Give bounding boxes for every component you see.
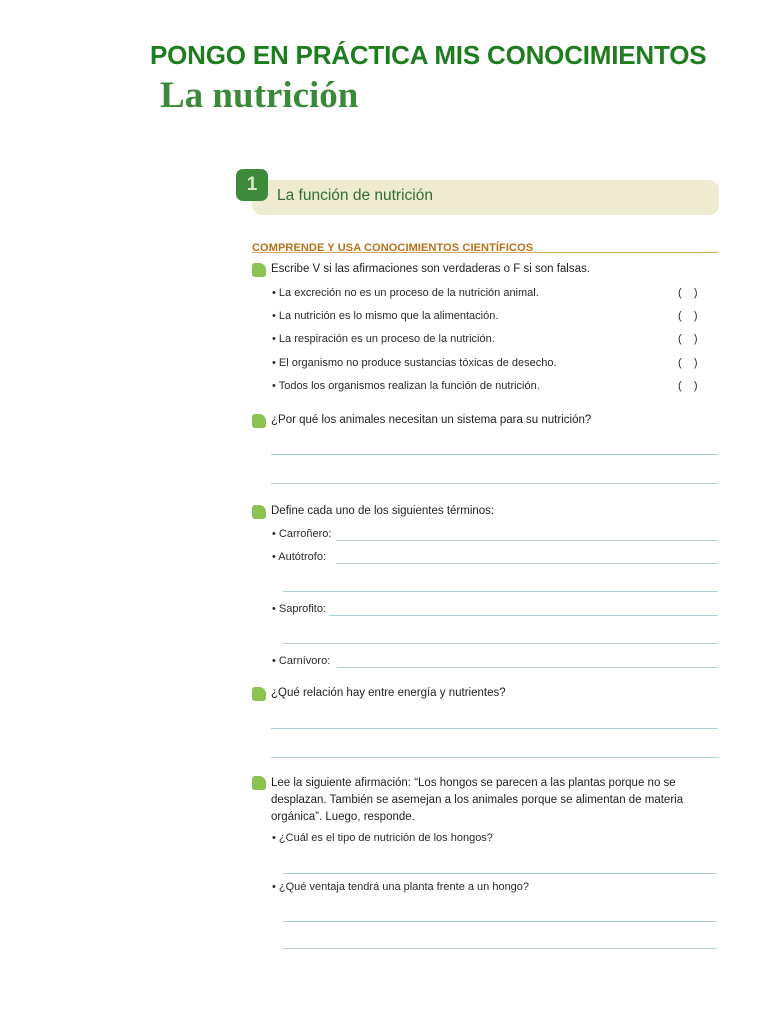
term-label: • Autótrofo: xyxy=(272,551,326,563)
term-label: • Carroñero: xyxy=(272,528,332,540)
section-title: La función de nutrición xyxy=(277,187,433,204)
page-title: La nutrición xyxy=(160,75,359,116)
question-5-prompt: Lee la siguiente afirmación: “Los hongos se parecen a las plantas porque no se desplazan. También se asemejan a los animales porque se alimentan de materia orgánica”. Luego, responde. xyxy=(271,777,684,823)
section-number-badge: 1 xyxy=(236,169,268,201)
answer-line[interactable] xyxy=(271,757,718,758)
subheading-text: COMPRENDE Y USA CONOCIMIENTOS CIENTÍFICOS xyxy=(252,242,537,253)
statement-item: • La nutrición es lo mismo que la alimentación. xyxy=(272,310,499,322)
definition-line[interactable] xyxy=(337,667,718,668)
term-label: • Carnívoro: xyxy=(272,655,331,667)
statement-item: • Todos los organismos realizan la función de nutrición. xyxy=(272,380,540,392)
answer-line[interactable] xyxy=(271,728,718,729)
statement-item: • La excreción no es un proceso de la nutrición animal. xyxy=(272,287,539,299)
question-2-prompt: ¿Por qué los animales necesitan un sistema para su nutrición? xyxy=(271,414,592,426)
subheading xyxy=(252,238,718,253)
answer-box[interactable]: ( ) xyxy=(678,287,698,299)
answer-line[interactable] xyxy=(283,921,716,922)
answer-box[interactable]: ( ) xyxy=(678,380,698,392)
answer-line[interactable] xyxy=(271,483,718,484)
question-bullet-icon xyxy=(252,263,266,277)
question-bullet-icon xyxy=(252,776,266,790)
statement-item: • La respiración es un proceso de la nutrición. xyxy=(272,333,495,345)
definition-line[interactable] xyxy=(329,615,718,616)
question-3-prompt: Define cada uno de los siguientes términos: xyxy=(271,505,495,517)
subquestion: • ¿Qué ventaja tendrá una planta frente a un hongo? xyxy=(272,881,530,893)
question-4-prompt: ¿Qué relación hay entre energía y nutrientes? xyxy=(271,687,506,699)
answer-box[interactable]: ( ) xyxy=(678,310,698,322)
question-bullet-icon xyxy=(252,414,266,428)
question-1-prompt: Escribe V si las afirmaciones son verdaderas o F si son falsas. xyxy=(271,263,590,275)
answer-box[interactable]: ( ) xyxy=(678,333,698,345)
answer-line[interactable] xyxy=(283,873,716,874)
answer-line[interactable] xyxy=(283,591,718,592)
answer-line[interactable] xyxy=(271,454,718,455)
answer-line[interactable] xyxy=(283,948,716,949)
statement-item: • El organismo no produce sustancias tóxicas de desecho. xyxy=(272,357,557,369)
page-kicker: PONGO EN PRÁCTICA MIS CONOCIMIENTOS xyxy=(150,40,707,70)
answer-line[interactable] xyxy=(283,643,718,644)
definition-line[interactable] xyxy=(336,540,718,541)
subquestion: • ¿Cuál es el tipo de nutrición de los hongos? xyxy=(272,832,493,844)
term-label: • Saprofito: xyxy=(272,603,326,615)
question-bullet-icon xyxy=(252,505,266,519)
question-bullet-icon xyxy=(252,687,266,701)
definition-line[interactable] xyxy=(336,563,718,564)
answer-box[interactable]: ( ) xyxy=(678,357,698,369)
